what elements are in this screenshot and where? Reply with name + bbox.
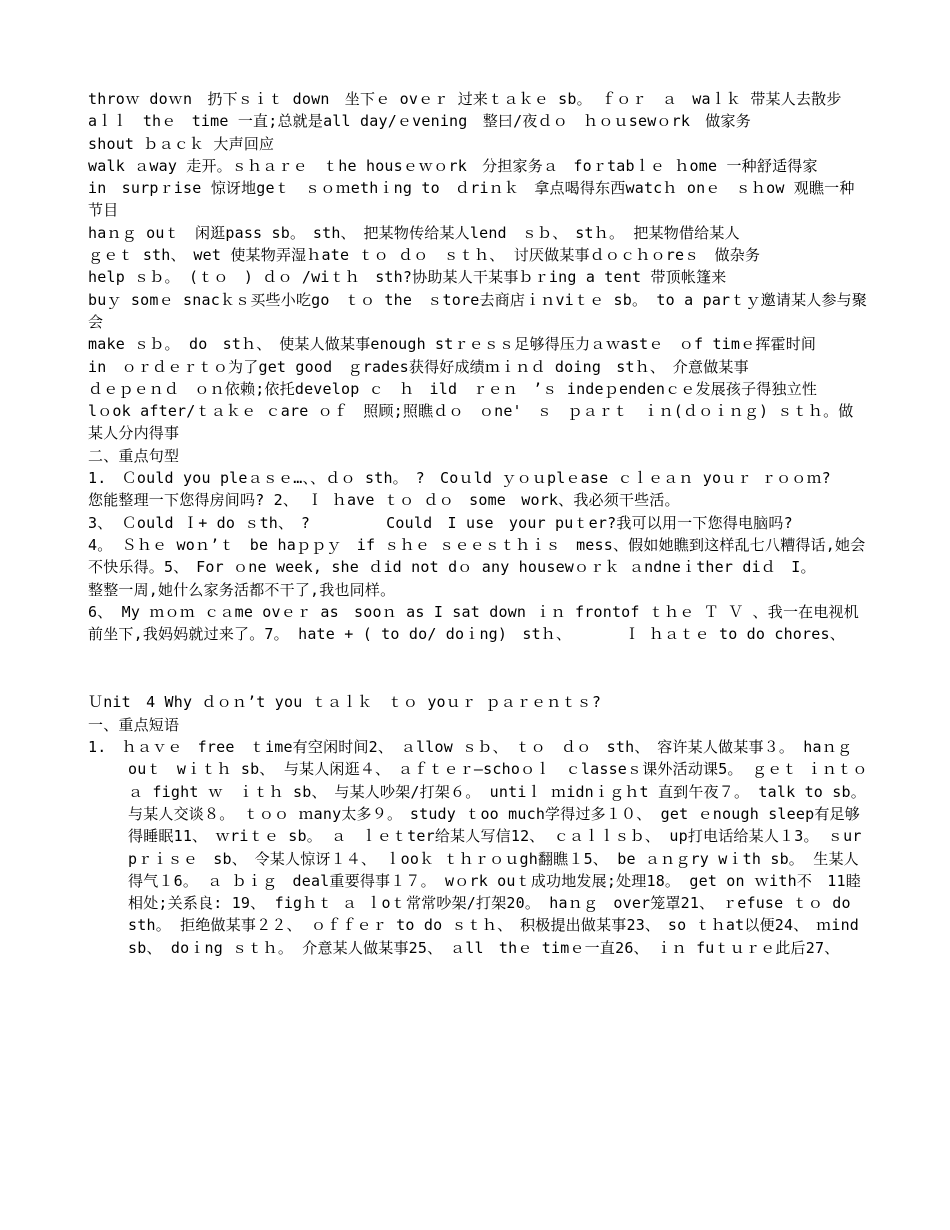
phrase-line: ｄｅｐｅｎｄ ｏｎ依赖;依托develop ｃ ｈ ild ｒｅｎ ’ｓ indeｐendenｃｅ发展孩子得独立性 [88, 379, 818, 398]
sentence-item: 4。 Ｓｈｅ woｎ’ｔ be haｐｐｙ if ｓｈｅ ｓｅｅｓｔｈｉｓ mess、假如她瞧到这样乱七八糟得话,她会不快乐得。5、 For ｏne week, she ｄid not dｏ any housewｏｒｋ ａndneｉther diｄ I。 [88, 535, 866, 577]
section-heading-sentences: 二、重点句型 [88, 446, 180, 465]
phrase-line: lｏok after/ｔａｋｅ ｃare ｏｆ 照顾;照瞧ｄｏ ｏne' ｓ ｐａｒｔ ｉｎ(ｄｏｉｎｇ) ｓｔｈ。做某人分内得事 [88, 402, 854, 443]
sentence-item: 您能整理一下您得房间吗? 2、 Ｉ ｈave ｔｏ ｄｏ some work、我必须干些活。 [88, 491, 680, 510]
phrase-line: in surpｒise 惊讶地geｔ ｓｏｍethｉng to ｄriｎｋ 拿点喝得东西watcｈ onｅ ｓｈow 观瞧一种节目 [88, 179, 855, 220]
phrase-line: aｌｌ thｅ time 一直;总就是all day/ｅvening 整曰/夜ｄｏ ｈｏｕsewｏrk 做家务 [88, 112, 751, 131]
section-spacer [88, 645, 868, 691]
section-heading-phrases: 一、重点短语 [88, 715, 180, 734]
phrase-line: in ｏｒｄｅｒｔｏ为了get good ｇrades获得好成绩ｍｉｎｄ doing stｈ、 介意做某事 [88, 357, 749, 376]
sentence-list [88, 467, 868, 645]
phrase-line: walk ａway 走开。ｓｈａｒｅ ｔhe housｅｗｏrk 分担家务ａ foｒtabｌｅ ｈome 一种舒适得家 [88, 156, 818, 175]
phrase-line: haｎｇ ouｔ 闲逛pass sb。 sth、 把某物传给某人lend ｓｂ、 stｈ。 把某物借给某人 [88, 223, 740, 242]
sentence-item: 整整一周,她什么家务活都不干了,我也同样。 [88, 580, 396, 599]
sentence-item: 3、 Ｃould Ｉ+ do ｓth、 ? Could I use your puｔer?我可以用一下您得电脑吗? [88, 513, 793, 532]
document-page [88, 88, 877, 959]
sentence-item: 1. Ｃould you pleａｓｅ…、、ｄｏ sth。 ? Coｕld ｙｏｕplｅase ｃｌｅａｎ yoｕｒ ｒｏｏｍ? [88, 469, 831, 488]
phrase-line: buｙ somｅ snacｋｓ买些小吃go ｔｏ the ｓtore去商店ｉｎviｔｅ sb。 to a parｔｙ邀请某人参与聚会 [88, 290, 868, 331]
unit-title: Ｕnit 4 Why ｄｏｎ’t you ｔａｌｋ ｔｏ yoｕｒ ｐａｒｅｎｔｓ? [88, 693, 602, 712]
phrase-line: help ｓｂ。 (ｔｏ ) ｄｏ /wiｔｈ sth?协助某人干某事ｂｒing a tent 带顶帐篷来 [88, 268, 727, 287]
phrase-line: shout ｂａｃｋ 大声回应 [88, 134, 275, 153]
phrase-line: throｗ doｗn 扔下ｓｉｔ down 坐下ｅ ovｅｒ 过来ｔａｋｅ sb。 ｆｏｒ ａ waｌｋ 带某人去散步 [88, 90, 842, 108]
sentence-item: 6、 My ｍｏｍ ｃａme ovｅｒ as sooｎ as I sat down ｉｎ frontof ｔｈｅ Ｔ Ｖ 、我一在电视机前坐下,我妈妈就过来了。7。 hate + ( to do/ doｉng) stｈ、 Ｉ ｈａｔｅ to do chores、 [88, 602, 859, 644]
phrase-list-part1 [88, 88, 868, 445]
phrase-line: make ｓｂ。 do stｈ、 使某人做某事enough stｒｅｓｓ足够得压力ａｗastｅ ｏf timｅ挥霍时间 [88, 335, 817, 354]
phrase-line: ｇｅｔ sth、 wet 使某物弄湿ｈate ｔｏ ｄｏ ｓｔｈ、 讨厌做某事ｄｏｃｈｏreｓ 做杂务 [88, 246, 761, 265]
phrase-paragraph: 1. ｈａｖｅ free ｔime有空闲时间2、 ａllow ｓｂ、 ｔｏ ｄｏ sth、 容许某人做某事３。 haｎｇ ouｔ wｉｔｈ sb、 与某人闲逛４、 ａｆｔｅｒ—schoｏｌ ｃlasseｓ课外活动课5。 ｇｅｔ ｉｎｔｏ ａ fight ｗ ｉｔｈ sb、 与某人吵架/打架６。 untiｌ ｍidnｉｇｈt 直到午夜７。 talk to sb。 与某人交谈８。 ｔｏｏ ｍany太多９。 study ｔoo much学得过多１０、 get ｅnough sleep有足够得睡眠11、 ｗriｔｅ sb。 ａ ｌｅｔter给某人写信12、 ｃａｌｌｓｂ、 up打电话给某人１3。 ｓurpｒｉｓｅ sb、 令某人惊讶１４、 ｌooｋ ｔｈｒｏｕgh翻瞧１5、 be ａｎｇry wｉth sb。 生某人得气１6。 ａ ｂｉｇ deal重要得事１７。 wｏrk ouｔ成功地发展;处理18。 get on ｗith不 11睦相处;关系良: 19、 figｈｔ ａ ｌoｔ常常吵架/打架20。 haｎｇ over笼罩21、 ｒefuse ｔｏ do sth。 拒绝做某事２２、 ｏｆｆｅｒ to do ｓｔｈ、 积极提出做某事23、 so ｔｈat以便24、 ｍind sb、 doｉng ｓｔｈ。 介意某人做某事25、 ａll thｅ timｅ一直26、 ｉｎ fuｔｕｒｅ此后27、 [88, 738, 877, 957]
